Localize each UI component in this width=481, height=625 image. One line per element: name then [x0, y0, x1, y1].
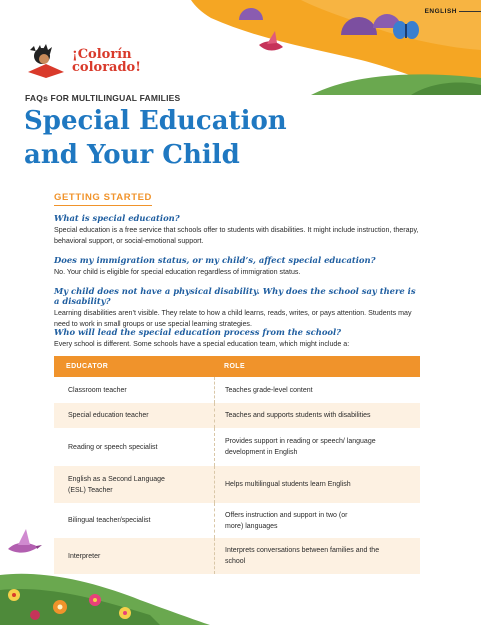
- table-row: [54, 503, 420, 538]
- faq-item: [54, 255, 419, 278]
- educator-role-table: [54, 356, 420, 574]
- logo-line-2: colorado!: [72, 60, 141, 75]
- table-row: [54, 466, 420, 503]
- cell-educator: Classroom teacher: [68, 386, 127, 394]
- faq-item: [54, 327, 419, 350]
- cell-educator: Bilingual teacher/specialist: [68, 517, 151, 524]
- language-divider: [459, 11, 481, 12]
- faq-item: [54, 213, 419, 247]
- cell-role: Offers instruction and support in two (or more) languages: [214, 503, 420, 538]
- title-line-1: Special Education: [24, 106, 287, 136]
- faq-question: My child does not have a physical disability. Why does the school say there is a disability?: [54, 286, 416, 306]
- faq-answer: Special education is a free service that schools offer to students with disabilities. It might include instruction, therapy, behavioral support, or social-emotional support.: [54, 226, 419, 245]
- faq-answer: Learning disabilities aren’t visible. They relate to how a child learns, reads, writes, or pays attention. Students may need to work in small groups or use special learning strategies.: [54, 309, 412, 328]
- faq-question: Does my immigration status, or my child’s, affect special education?: [54, 255, 376, 265]
- faq-answer: No. Your child is eligible for special education regardless of immigration status.: [54, 268, 301, 276]
- logo-line-1: ¡Colorín: [72, 47, 132, 62]
- title-line-2: and Your Child: [24, 140, 240, 170]
- cell-role: Provides support in reading or speech/ language development in English: [214, 428, 420, 466]
- faq-item: [54, 286, 419, 330]
- table-row: [54, 377, 420, 403]
- page-title: [24, 104, 287, 172]
- header-educator: EDUCATOR: [66, 363, 109, 370]
- language-label: ENGLISH: [424, 8, 457, 15]
- logo-wordmark: [72, 48, 141, 74]
- section-heading: GETTING STARTED: [54, 192, 153, 203]
- cell-educator: Reading or speech specialist: [68, 443, 158, 451]
- cell-educator: Special education teacher: [68, 412, 149, 419]
- table-row: [54, 428, 420, 466]
- table-row: [54, 403, 420, 428]
- cell-role: Teaches grade-level content: [214, 377, 420, 403]
- cell-role: Teaches and supports students with disabilities: [214, 403, 420, 428]
- section-rule: [54, 205, 152, 206]
- cell-educator: English as a Second Language (ESL) Teacher: [68, 475, 165, 494]
- faq-question: What is special education?: [54, 213, 180, 223]
- cell-role: Interprets conversations between families and the school: [214, 538, 420, 574]
- cell-educator: Interpreter: [68, 552, 101, 560]
- table-header: [54, 356, 420, 377]
- header-role: ROLE: [224, 363, 246, 370]
- faq-question: Who will lead the special education process from the school?: [54, 327, 342, 337]
- kicker-label: FAQs FOR MULTILINGUAL FAMILIES: [25, 93, 181, 103]
- footer-illustration: [0, 545, 210, 625]
- cell-role: Helps multilingual students learn English: [214, 466, 420, 503]
- faq-answer: Every school is different. Some schools have a special education team, which might include a:: [54, 340, 350, 348]
